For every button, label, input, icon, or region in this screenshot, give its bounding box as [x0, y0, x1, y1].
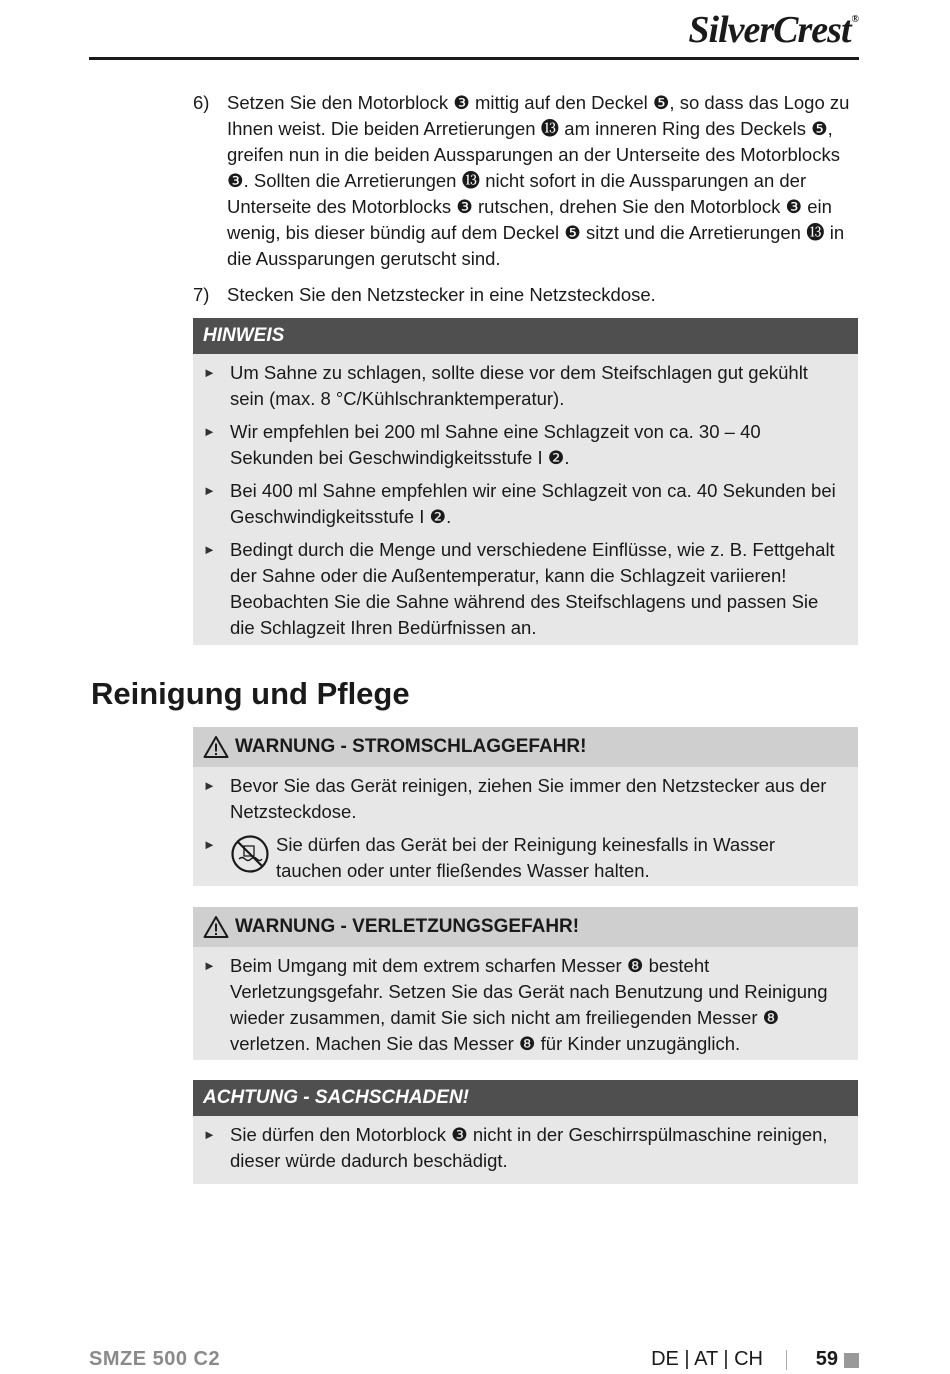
caution-damage-box: [193, 1080, 858, 1184]
bullet-arrow-icon: ►: [203, 483, 216, 498]
bullet-arrow-icon: ►: [203, 542, 216, 557]
warning-electric-box: [193, 727, 858, 886]
step-text: Stecken Sie den Netzstecker in eine Netzsteckdose.: [227, 284, 656, 305]
language-codes: DE | AT | CH: [651, 1348, 763, 1370]
list-item: [203, 360, 846, 412]
bullet-arrow-icon: ►: [203, 837, 216, 852]
model-number: SMZE 500 C2: [89, 1348, 221, 1370]
warning-triangle-icon: [203, 915, 229, 939]
hinweis-title: HINWEIS: [203, 325, 285, 346]
instruction-steps: [193, 90, 858, 318]
registered-mark: ®: [851, 14, 858, 25]
bullet-arrow-icon: ►: [203, 958, 216, 973]
list-item-text: Beim Umgang mit dem extrem scharfen Messer ❽ besteht Verletzungsgefahr. Setzen Sie das Gerät nach Benutzung und Reinigung wieder zusammen, damit Sie sich nicht am freiliegenden Messer ❽ verletzen. Machen Sie das Messer ❽ für Kinder unzugänglich.: [230, 955, 828, 1054]
warning-electric-body: [193, 767, 858, 895]
warning-electric-header: [193, 727, 858, 767]
list-item-text: Bedingt durch die Menge und verschiedene Einflüsse, wie z. B. Fettgehalt der Sahne oder die Außentemperatur, kann die Schlagzeit variieren! Beobachten Sie die Sahne während des Steifschlagens und passen Sie die Schlagzeit Ihren Bedürfnissen an.: [230, 539, 835, 638]
bullet-arrow-icon: ►: [203, 424, 216, 439]
caution-damage-title: ACHTUNG - SACHSCHADEN!: [203, 1087, 469, 1108]
warning-injury-header: [193, 907, 858, 947]
warning-triangle-icon: [203, 735, 229, 759]
header-rule: [89, 57, 859, 60]
hinweis-header: [193, 318, 858, 354]
list-item-text: Sie dürfen den Motorblock ❸ nicht in der Geschirrspülmaschine reinigen, dieser würde dadurch beschädigt.: [230, 1124, 828, 1171]
list-item-text: Bevor Sie das Gerät reinigen, ziehen Sie immer den Netzstecker aus der Netzsteckdose.: [230, 775, 827, 822]
list-item: [203, 773, 846, 825]
list-item-text: Bei 400 ml Sahne empfehlen wir eine Schlagzeit von ca. 40 Sekunden bei Geschwindigkeitsstufe I ❷.: [230, 480, 836, 527]
caution-damage-header: [193, 1080, 858, 1116]
page-number: 59: [815, 1348, 838, 1370]
caution-damage-body: [193, 1116, 858, 1185]
list-item: [203, 478, 846, 530]
bullet-arrow-icon: ►: [203, 778, 216, 793]
list-item-text: Wir empfehlen bei 200 ml Sahne eine Schlagzeit von ca. 30 – 40 Sekunden bei Geschwindigkeitsstufe I ❷.: [230, 421, 761, 468]
list-item: [203, 419, 846, 471]
brand-name: SilverCrest: [688, 9, 851, 51]
warning-electric-title: WARNUNG - STROMSCHLAGGEFAHR!: [235, 736, 587, 757]
hinweis-body: [193, 354, 858, 652]
page-marker-square: [844, 1353, 859, 1368]
no-water-immersion-icon: [230, 834, 270, 874]
hinweis-box: [193, 318, 858, 645]
bullet-arrow-icon: ►: [203, 1127, 216, 1142]
section-title: Reinigung und Pflege: [91, 676, 410, 711]
step-number: 7): [193, 284, 210, 305]
step-number: 6): [193, 92, 210, 113]
list-item: [203, 1122, 846, 1174]
warning-injury-box: [193, 907, 858, 1060]
list-item-text: Sie dürfen das Gerät bei der Reinigung keinesfalls in Wasser tauchen oder unter fließendes Wasser halten.: [276, 834, 776, 881]
warning-injury-title: WARNUNG - VERLETZUNGSGEFAHR!: [235, 916, 580, 937]
page-footer: [89, 1348, 859, 1374]
step-7: [193, 282, 858, 308]
step-text: Setzen Sie den Motorblock ❸ mittig auf den Deckel ❺, so dass das Logo zu Ihnen weist. Die beiden Arretierungen ⓭ am inneren Ring des Deckels ❺, greifen nun in die beiden Aussparungen an der Unterseite des Motorblocks ❸. Sollten die Arretierungen ⓭ nicht sofort in die Aussparungen an der Unterseite des Motorblocks ❸ rutschen, drehen Sie den Motorblock ❸ ein wenig, bis dieser bündig auf dem Deckel ❺ sitzt und die Arretierungen ⓭ in die Aussparungen gerutscht sind.: [227, 92, 850, 269]
list-item: [203, 953, 846, 1057]
bullet-arrow-icon: ►: [203, 365, 216, 380]
list-item: [203, 832, 846, 884]
warning-injury-body: [193, 947, 858, 1068]
step-6: [193, 90, 858, 272]
footer-divider: [786, 1350, 787, 1370]
list-item-text: Um Sahne zu schlagen, sollte diese vor dem Steifschlagen gut gekühlt sein (max. 8 °C/Kühlschranktemperatur).: [230, 362, 808, 409]
brand-logo: [688, 8, 858, 52]
list-item: [203, 537, 846, 641]
